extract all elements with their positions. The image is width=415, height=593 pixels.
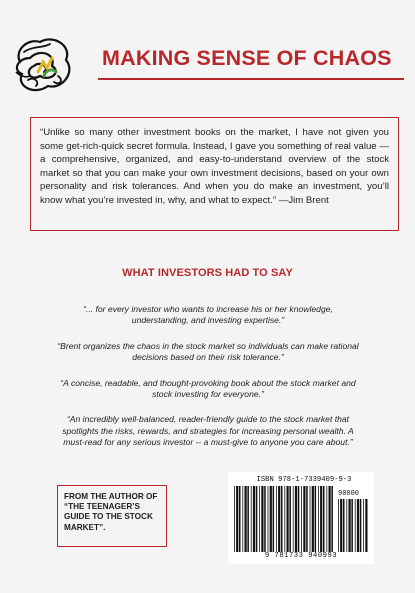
review-quote: “A concise, readable, and thought-provoking book about the stock market and stock investing for everyone.”	[60, 377, 356, 400]
review-quote: “An incredibly well-balanced, reader-friendly guide to the stock market that spotlights the risks, rewards, and strategies for increasing personal wealth. A must-read for any serious investor -- a must-give to anyone you care about.”	[62, 414, 354, 448]
barcode-box	[228, 472, 374, 564]
price-barcode-bars	[338, 499, 368, 552]
barcode-digits: 9 781733 940993	[264, 552, 338, 560]
previous-book-box	[57, 485, 167, 547]
title-underline	[98, 78, 404, 80]
author-quote-box	[30, 117, 399, 231]
isbn-label: ISBN 978-1-7339409-9-3	[256, 476, 352, 484]
reviews-list	[56, 304, 360, 463]
review-quote: “Brent organizes the chaos in the stock market so individuals can make rational decisions based on their risk tolerance.”	[57, 340, 359, 363]
page-title: MAKING SENSE OF CHAOS	[102, 46, 392, 70]
reviews-heading: WHAT INVESTORS HAD TO SAY	[122, 267, 293, 279]
header	[10, 24, 410, 94]
price-code: 90000	[338, 490, 360, 498]
previous-book-text: FROM THE AUTHOR OF “THE TEENAGER’S GUIDE TO THE STOCK MARKET”.	[64, 492, 158, 532]
scribble-logo-icon	[10, 32, 78, 100]
barcode-bars	[234, 486, 334, 552]
review-quote: “... for every investor who wants to increase his or her knowledge, understanding, and investing expertise.”	[83, 304, 333, 326]
author-quote-text: “Unlike so many other investment books on the market, I have not given you some get-rich-quick secret formula. Instead, I gave you something of real value — a comprehensive, organized, and easy-to-understand overview of the stock market so that you can make your own investment decisions, based on your own personality and risk tolerances. And when you do make an investment, you’ll know what you’re invested in, why, and what to expect.” —Jim Brent	[40, 127, 389, 206]
